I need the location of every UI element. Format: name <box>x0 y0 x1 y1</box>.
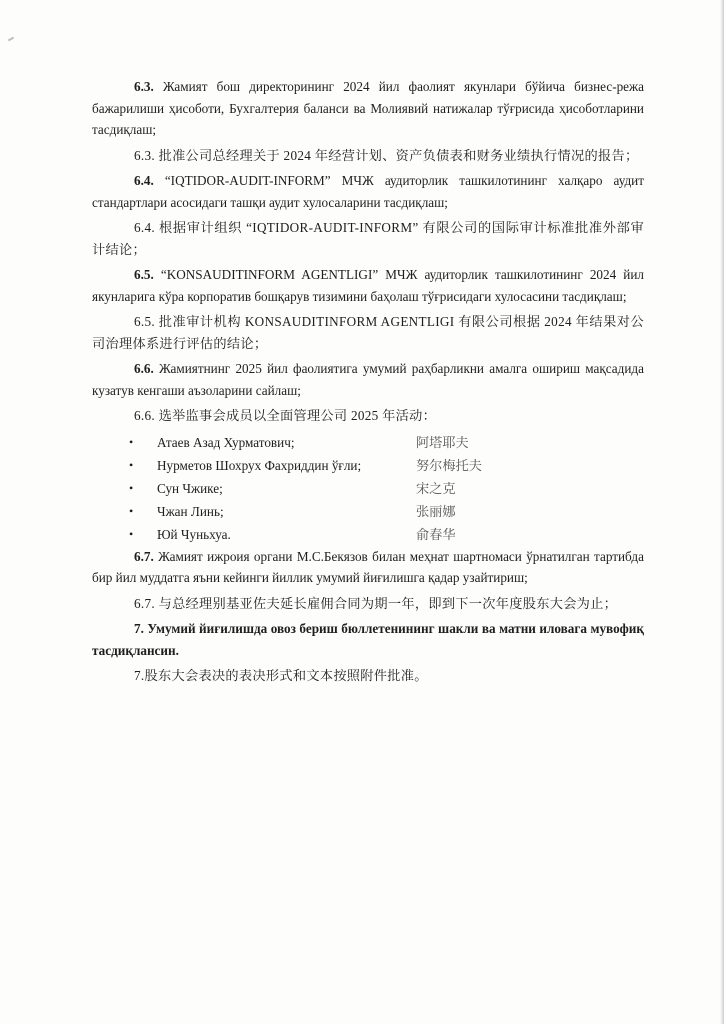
bullet: • <box>129 457 134 472</box>
paragraph-6-6-zh: 6.6. 选举监事会成员以全面管理公司 2025 年活动： <box>134 408 437 423</box>
list-item <box>92 523 644 546</box>
paragraph-6-7: 6.7. Жамият ижроия органи М.С.Бекязов билан меҳнат шартномаси ўрнатилган тартибда бир йил муддатга яъни кейинги йиллик умумий йиғилишга қадар узайтириш; <box>92 548 644 585</box>
list-item <box>92 454 644 477</box>
paragraph-6-3: 6.3. Жамият бош директорининг 2024 йил фаолият якунлари бўйича бизнес-режа бажарилиши ҳисоботи, Бухгалтерия баланси ва Молиявий натижалар тўғрисида ҳисоботларини тасдиқлаш; <box>92 79 644 137</box>
paragraph-6-5-zh: 6.5. 批准审计机构 KONSAUDITINFORM AGENTLIGI 有限公司根据 2024 年结果对公司治理体系进行评估的结论； <box>92 314 644 351</box>
member-name-zh: 宋之克 <box>416 480 456 496</box>
paragraph-6-4: 6.4. “IQTIDOR-AUDIT-INFORM” МЧЖ аудиторлик ташкилотининг халқаро аудит стандартлари асосидаги ташқи аудит хулосаларини тасдиқлаш; <box>92 173 644 210</box>
member-name-zh: 努尔梅托夫 <box>416 457 482 473</box>
bullet: • <box>129 480 134 495</box>
paragraph-6-5: 6.5. “KONSAUDITINFORM AGENTLIGI” МЧЖ аудиторлик ташкилотининг 2024 йил якунларига кўра корпоратив бошқарув тизимини баҳолаш тўғрисидаги хулосасини тасдиқлаш; <box>92 267 644 304</box>
document-body <box>92 76 644 691</box>
member-name: Атаев Азад Хурматович; <box>157 434 295 450</box>
bullet: • <box>129 526 134 541</box>
list-item <box>92 500 644 523</box>
paragraph-7: 7. Умумий йиғилишда овоз бериш бюллетенининг шакли ва матни иловага мувофиқ тасдиқлансин. <box>92 621 644 658</box>
council-members-list <box>92 431 644 546</box>
paragraph-7-zh: 7.股东大会表决的表决形式和文本按照附件批准。 <box>134 668 428 683</box>
member-name: Юй Чуньхуа. <box>157 526 231 542</box>
scan-edge <box>720 0 724 1024</box>
paragraph-6-3-zh: 6.3. 批准公司总经理关于 2024 年经营计划、资产负债表和财务业绩执行情况的报告； <box>134 147 639 163</box>
member-name: Чжан Линь; <box>157 503 224 519</box>
list-item <box>92 477 644 500</box>
member-name: Сун Чжике; <box>157 480 223 496</box>
list-item <box>92 431 644 454</box>
member-name-zh: 张丽娜 <box>416 503 456 519</box>
paragraph-6-6: 6.6. Жамиятнинг 2025 йил фаолиятига умумий раҳбарликни амалга ошириш мақсадида кузатув кенгаши аъзоларини сайлаш; <box>92 361 644 398</box>
member-name-zh: 阿塔耶夫 <box>416 434 469 450</box>
scan-speck <box>8 37 14 42</box>
bullet: • <box>129 434 134 449</box>
member-name-zh: 俞春华 <box>416 526 456 542</box>
member-name: Нурметов Шохрух Фахриддин ўғли; <box>157 457 362 473</box>
bullet: • <box>129 503 134 518</box>
paragraph-6-4-zh: 6.4. 根据审计组织 “IQTIDOR-AUDIT-INFORM” 有限公司的国际审计标准批准外部审计结论； <box>92 220 644 257</box>
paragraph-6-7-zh: 6.7. 与总经理别基亚佐夫延长雇佣合同为期一年，即到下一次年度股东大会为止； <box>134 595 618 611</box>
